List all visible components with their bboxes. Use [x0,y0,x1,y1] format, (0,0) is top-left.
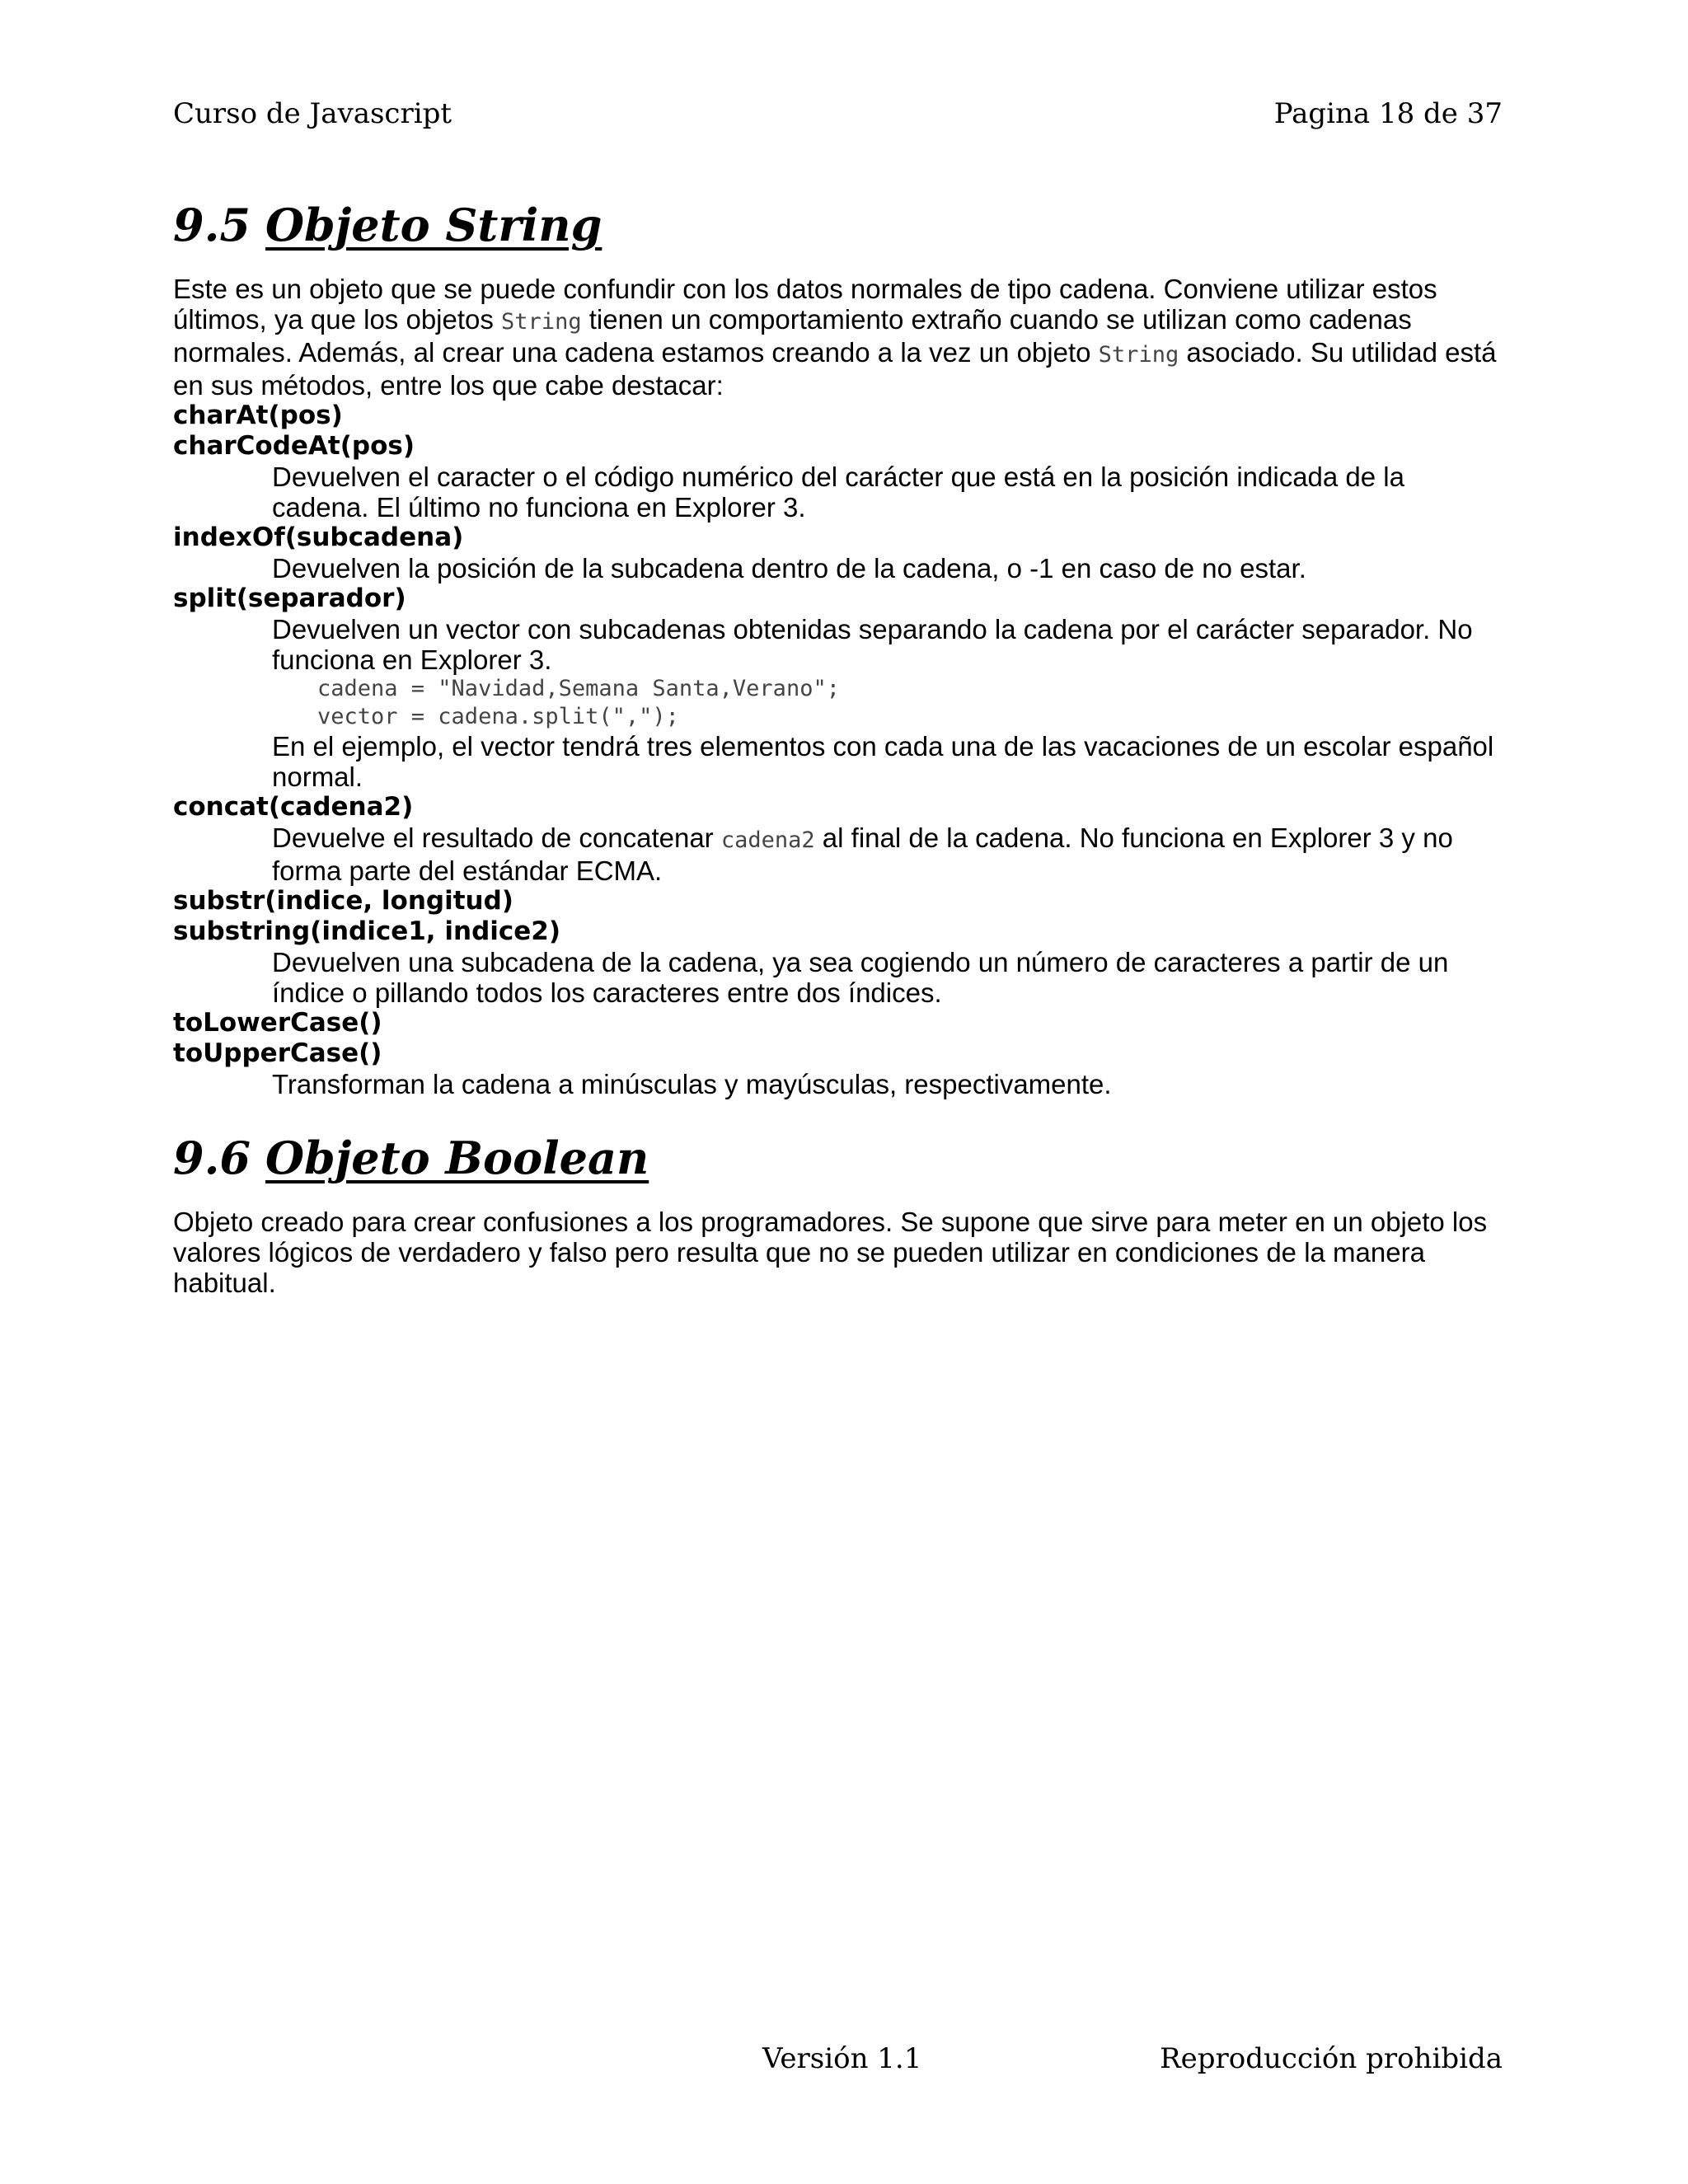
section-objeto-boolean [173,1129,1508,1298]
method-description: Devuelven el caracter o el código numérico del carácter que está en la posición indicada de la cadena. El último no funciona en Explorer 3. [272,462,1404,523]
method-substr: substr(indice, longitud) [173,886,513,916]
inline-code: cadena2 [720,827,815,853]
intro-paragraph: Este es un objeto que se puede confundir con los datos normales de tipo cadena. Conviene utilizar estos últimos, ya que los objetos String tienen un comportamiento extraño cuando se utilizan como cadenas normales. Además, al crear una cadena estamos creando a la vez un objeto String asociado. Su utilidad está en sus métodos, entre los que cabe destacar: [173,274,1497,401]
section-heading [173,1129,1508,1187]
section-number: 9.5 [173,199,251,251]
inline-code: String [501,309,582,335]
footer-rights: Reproducción prohibida [1160,2042,1503,2075]
method-concat: concat(cadena2) [173,792,414,822]
header-page-number: Pagina 18 de 37 [1273,97,1503,130]
inline-code: String [1098,342,1179,368]
section-title: Objeto String [265,199,603,251]
method-tolowercase: toLowerCase() [173,1008,382,1038]
code-line: cadena = "Navidad,Semana Santa,Verano"; [317,676,840,701]
footer-version: Versión 1.1 [762,2042,922,2075]
method-split: split(separador) [173,583,406,613]
method-description: Devuelve el resultado de concatenar cadena2 al final de la cadena. No funciona en Explorer 3 y no forma parte del estándar ECMA. [272,823,1453,886]
method-description: Devuelven la posición de la subcadena dentro de la cadena, o -1 en caso de no estar. [272,553,1306,583]
method-charat: charAt(pos) [173,401,343,430]
boolean-paragraph: Objeto creado para crear confusiones a los programadores. Se supone que sirve para meter en un objeto los valores lógicos de verdadero y falso pero resulta que no se pueden utilizar en condiciones de la manera habitual. [173,1207,1488,1298]
section-heading [173,196,1508,254]
method-description: Devuelven una subcadena de la cadena, ya sea cogiendo un número de caracteres a partir de un índice o pillando todos los caracteres entre dos índices. [272,947,1449,1008]
section-number: 9.6 [173,1132,251,1184]
method-substring: substring(indice1, indice2) [173,916,561,946]
method-description: Devuelven un vector con subcadenas obtenidas separando la cadena por el carácter separador. No funciona en Explorer 3. [272,614,1473,675]
section-title: Objeto Boolean [265,1132,649,1184]
method-indexof: indexOf(subcadena) [173,523,464,552]
header-course-title: Curso de Javascript [173,97,452,130]
method-description: En el ejemplo, el vector tendrá tres elementos con cada una de las vacaciones de un escolar español normal. [272,731,1494,792]
method-description: Transforman la cadena a minúsculas y mayúsculas, respectivamente. [272,1069,1112,1099]
section-objeto-string [173,196,1508,1099]
method-touppercase: toUpperCase() [173,1038,382,1068]
method-charcodeat: charCodeAt(pos) [173,431,415,461]
code-line: vector = cadena.split(","); [317,704,679,729]
